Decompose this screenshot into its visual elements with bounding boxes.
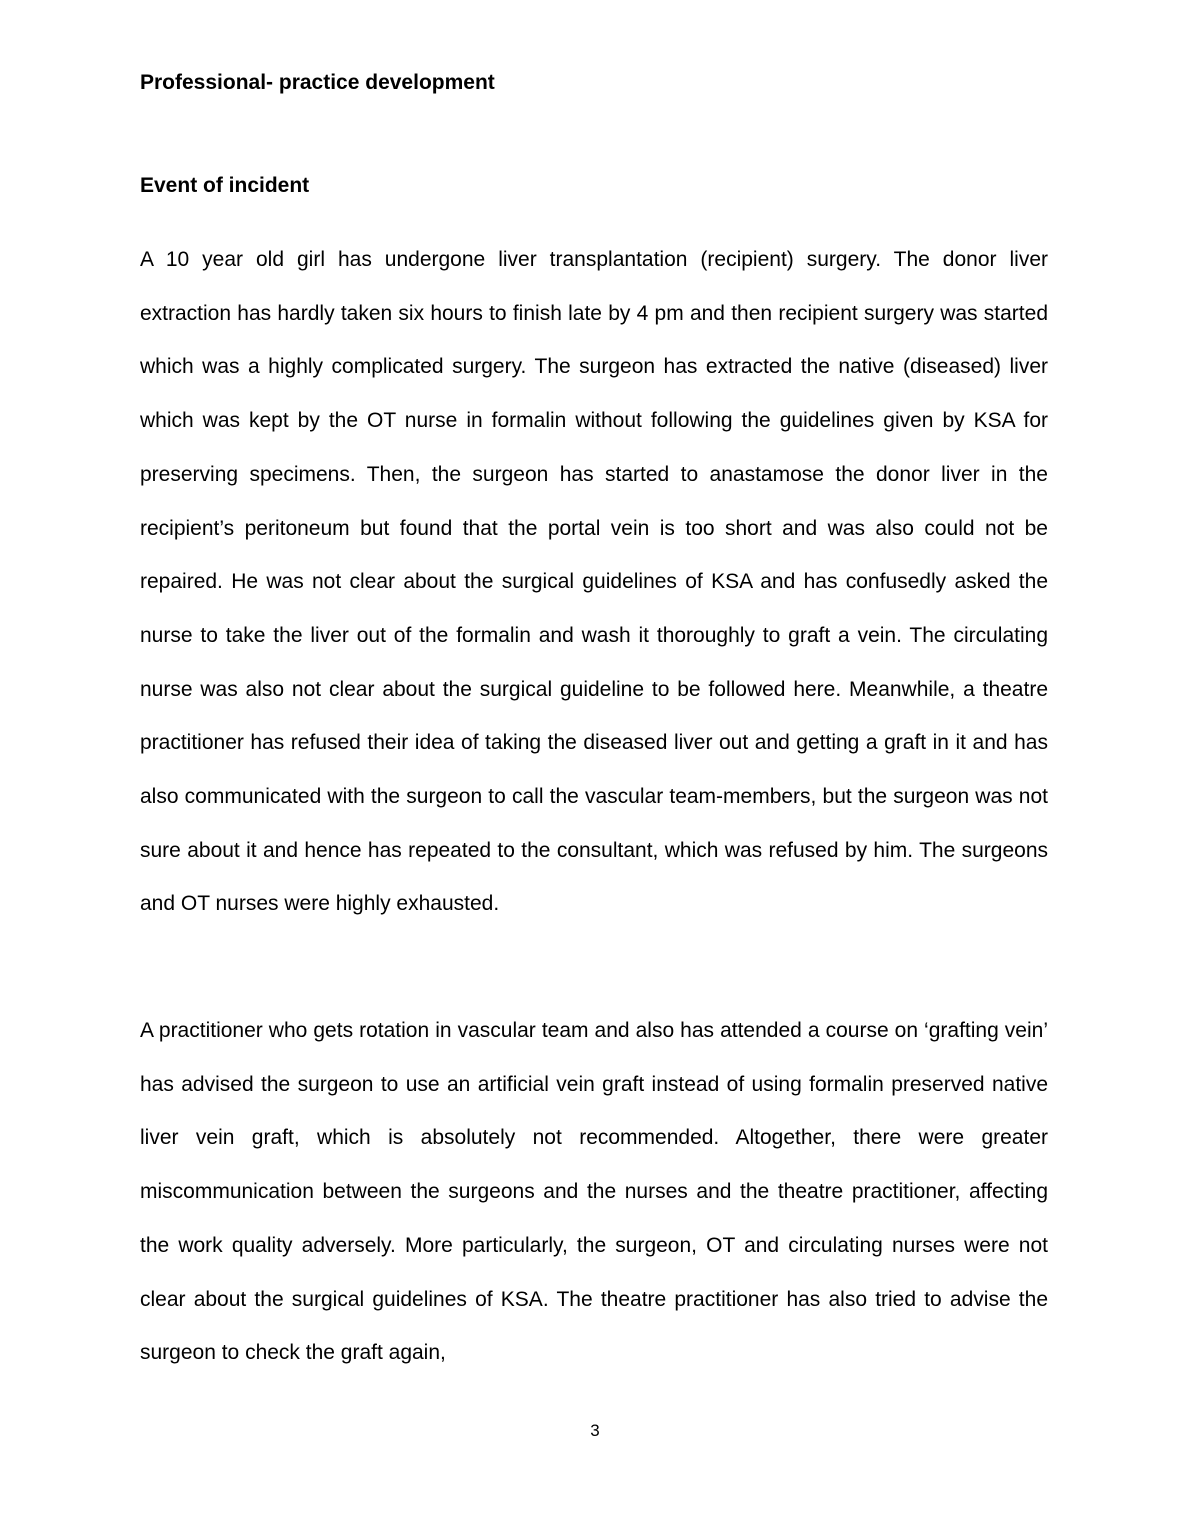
document-title: Professional- practice development <box>140 71 495 94</box>
page-number: 3 <box>590 1421 600 1440</box>
section-heading: Event of incident <box>140 174 310 197</box>
body-paragraph: A practitioner who gets rotation in vascular team and also has attended a course on ‘grafting vein’ has advised the surgeon to use an artificial vein graft instead of using formalin preserved native liver vein graft, which is absolutely not recommended. Altogether, there were greater miscommunication between the surgeons and the nurses and the theatre practitioner, affecting the work quality adversely. More particularly, the surgeon, OT and circulating nurses were not clear about the surgical guidelines of KSA. The theatre practitioner has also tried to advise the surgeon to check the graft again, <box>140 1019 1048 1365</box>
body-paragraph: A 10 year old girl has undergone liver transplantation (recipient) surgery. The donor liver extraction has hardly taken six hours to finish late by 4 pm and then recipient surgery was started which was a highly complicated surgery. The surgeon has extracted the native (diseased) liver which was kept by the OT nurse in formalin without following the guidelines given by KSA for preserving specimens. Then, the surgeon has started to anastamose the donor liver in the recipient’s peritoneum but found that the portal vein is too short and was also could not be repaired. He was not clear about the surgical guidelines of KSA and has confusedly asked the nurse to take the liver out of the formalin and wash it thoroughly to graft a vein. The circulating nurse was also not clear about the surgical guideline to be followed here. Meanwhile, a theatre practitioner has refused their idea of taking the diseased liver out and getting a graft in it and has also communicated with the surgeon to call the vascular team-members, but the surgeon was not sure about it and hence has repeated to the consultant, which was refused by him. The surgeons and OT nurses were highly exhausted. <box>140 248 1048 916</box>
